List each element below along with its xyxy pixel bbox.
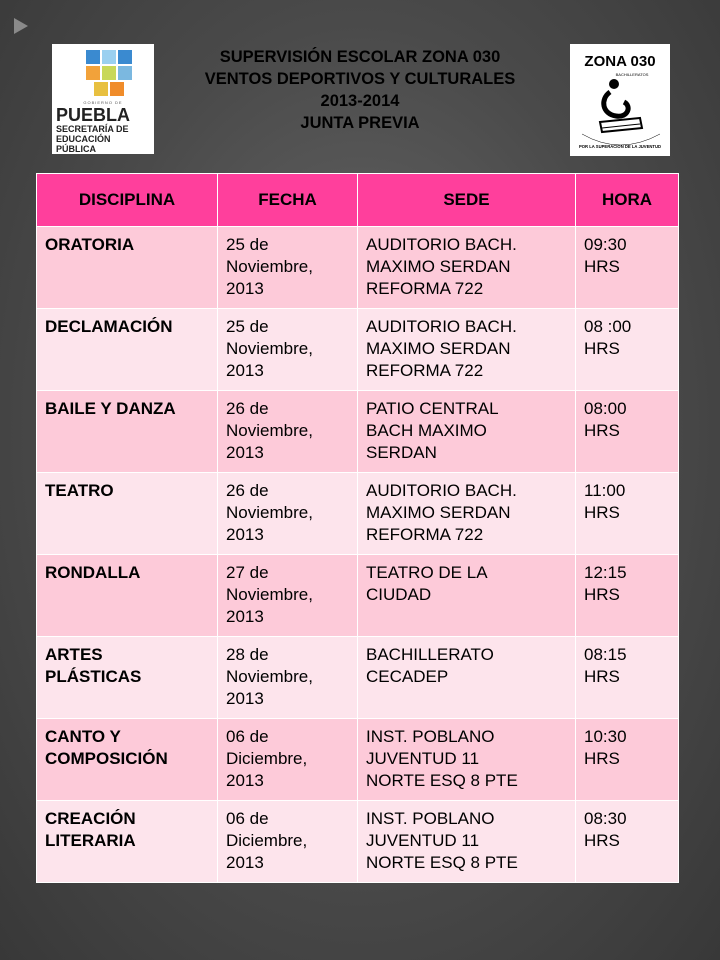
cell-hora-line: HRS — [584, 339, 620, 358]
cell-sede-line: JUVENTUD 11 — [366, 831, 480, 850]
cell-hora-line: HRS — [584, 749, 620, 768]
cell-sede — [358, 309, 576, 391]
cell-hora-line: HRS — [584, 831, 620, 850]
cell-fecha-line: 25 de — [226, 235, 269, 254]
cell-hora — [576, 227, 679, 309]
cell-fecha-line: Diciembre, — [226, 831, 308, 850]
cell-disciplina-line: TEATRO — [45, 481, 114, 500]
cell-sede-line: AUDITORIO BACH. — [366, 481, 517, 500]
cell-disciplina — [37, 801, 218, 883]
cell-fecha-line: Diciembre, — [226, 749, 308, 768]
cell-fecha — [218, 801, 358, 883]
cell-sede — [358, 227, 576, 309]
column-header-fecha: FECHA — [218, 174, 358, 227]
cell-fecha-line: 27 de — [226, 563, 269, 582]
cell-sede-line: MAXIMO SERDAN — [366, 339, 511, 358]
header-line-4: JUNTA PREVIA — [300, 114, 420, 132]
cell-sede-line: PATIO CENTRAL — [366, 399, 499, 418]
cell-hora-line: HRS — [584, 667, 620, 686]
cell-fecha — [218, 555, 358, 637]
column-header-disciplina: DISCIPLINA — [37, 174, 218, 227]
cell-hora — [576, 719, 679, 801]
logo-gobierno-text: GOBIERNO DE — [83, 100, 123, 105]
cell-fecha — [218, 391, 358, 473]
cell-hora — [576, 637, 679, 719]
table-row — [37, 227, 679, 309]
header-line-1: SUPERVISIÓN ESCOLAR ZONA 030 — [219, 48, 501, 66]
cell-hora-line: 08:00 — [584, 399, 627, 418]
table-row — [37, 801, 679, 883]
cell-sede-line: JUVENTUD 11 — [366, 749, 480, 768]
cell-fecha-line: 06 de — [226, 809, 269, 828]
cell-sede-line: INST. POBLANO — [366, 809, 495, 828]
cell-disciplina — [37, 391, 218, 473]
cell-sede-line: REFORMA 722 — [366, 361, 484, 380]
cell-fecha-line: 28 de — [226, 645, 269, 664]
cell-fecha-line: Noviembre, — [226, 421, 313, 440]
cell-sede-line: REFORMA 722 — [366, 279, 484, 298]
table-row — [37, 473, 679, 555]
cell-disciplina — [37, 473, 218, 555]
zona-030-emblem-icon — [570, 44, 670, 156]
cell-sede — [358, 801, 576, 883]
cell-hora-line: 08:15 — [584, 645, 627, 664]
cell-disciplina — [37, 719, 218, 801]
logo-educacion-text: EDUCACIÓN PÚBLICA — [56, 134, 111, 154]
cell-fecha-line: 2013 — [226, 279, 264, 298]
zona-030-logo — [570, 44, 670, 156]
cell-disciplina-line: BAILE Y DANZA — [45, 399, 176, 418]
cell-fecha-line: 2013 — [226, 853, 264, 872]
zona-030-logo-sub: BACHILLERATOS — [615, 72, 649, 77]
puebla-blocks-icon — [56, 48, 150, 98]
document-header — [160, 46, 560, 134]
cell-fecha — [218, 227, 358, 309]
cell-hora-line: HRS — [584, 421, 620, 440]
cell-disciplina — [37, 555, 218, 637]
cell-sede-line: CECADEP — [366, 667, 449, 686]
cell-fecha-line: 06 de — [226, 727, 269, 746]
cell-fecha-line: 2013 — [226, 525, 264, 544]
cell-disciplina-line: DECLAMACIÓN — [45, 317, 173, 336]
cell-disciplina-line: PLÁSTICAS — [45, 667, 142, 686]
cell-disciplina — [37, 309, 218, 391]
cell-hora — [576, 801, 679, 883]
cell-fecha-line: 2013 — [226, 361, 264, 380]
cell-disciplina-line: COMPOSICIÓN — [45, 749, 168, 768]
cell-fecha — [218, 637, 358, 719]
cell-sede-line: AUDITORIO BACH. — [366, 317, 517, 336]
cell-sede — [358, 391, 576, 473]
cell-sede-line: MAXIMO SERDAN — [366, 503, 511, 522]
cell-sede-line: BACH MAXIMO — [366, 421, 487, 440]
cell-fecha-line: 2013 — [226, 771, 264, 790]
cell-hora — [576, 555, 679, 637]
table-row — [37, 555, 679, 637]
header-line-2: VENTOS DEPORTIVOS Y CULTURALES — [204, 70, 516, 88]
logo-puebla-text: PUEBLA — [56, 105, 131, 125]
cell-disciplina-line: CREACIÓN — [45, 809, 136, 828]
cell-sede-line: NORTE ESQ 8 PTE — [366, 771, 518, 790]
cell-hora-line: 12:15 — [584, 563, 627, 582]
cell-fecha-line: Noviembre, — [226, 667, 313, 686]
zona-030-logo-motto: POR LA SUPERACION DE LA JUVENTUD — [578, 144, 662, 149]
cell-sede-line: AUDITORIO BACH. — [366, 235, 517, 254]
cell-disciplina-line: ARTES — [45, 645, 103, 664]
cell-hora — [576, 309, 679, 391]
cell-hora — [576, 473, 679, 555]
cell-sede-line: REFORMA 722 — [366, 525, 484, 544]
table-row — [37, 309, 679, 391]
cell-fecha-line: 26 de — [226, 481, 269, 500]
cell-sede-line: NORTE ESQ 8 PTE — [366, 853, 518, 872]
cell-sede-line: CIUDAD — [366, 585, 432, 604]
cell-sede — [358, 719, 576, 801]
logo-secretaria-text: SECRETARÍA DE — [56, 124, 129, 134]
cell-hora-line: 09:30 — [584, 235, 627, 254]
cell-fecha-line: 25 de — [226, 317, 269, 336]
cell-fecha — [218, 309, 358, 391]
header-line-3: 2013-2014 — [320, 92, 400, 110]
cell-sede — [358, 555, 576, 637]
cell-hora-line: HRS — [584, 503, 620, 522]
cell-disciplina — [37, 227, 218, 309]
cell-fecha-line: 2013 — [226, 607, 264, 626]
cell-sede-line: SERDAN — [366, 443, 437, 462]
cell-disciplina-line: CANTO Y — [45, 727, 121, 746]
column-header-sede: SEDE — [358, 174, 576, 227]
cell-disciplina — [37, 637, 218, 719]
cell-hora-line: 08:30 — [584, 809, 627, 828]
cell-sede-line: MAXIMO SERDAN — [366, 257, 511, 276]
cell-hora-line: 11:00 — [584, 481, 626, 500]
cell-fecha-line: Noviembre, — [226, 585, 313, 604]
cell-hora-line: 10:30 — [584, 727, 627, 746]
cell-fecha-line: 26 de — [226, 399, 269, 418]
column-header-hora: HORA — [576, 174, 679, 227]
cell-sede-line: INST. POBLANO — [366, 727, 495, 746]
events-schedule-table — [36, 173, 679, 883]
table-row — [37, 391, 679, 473]
cell-disciplina-line: RONDALLA — [45, 563, 141, 582]
slide-arrow-icon — [14, 18, 28, 34]
cell-sede — [358, 473, 576, 555]
cell-hora-line: HRS — [584, 257, 620, 276]
cell-fecha-line: Noviembre, — [226, 257, 313, 276]
cell-sede-line: TEATRO DE LA — [366, 563, 488, 582]
cell-fecha — [218, 719, 358, 801]
cell-hora-line: HRS — [584, 585, 620, 604]
zona-030-logo-title: ZONA 030 — [584, 53, 656, 70]
cell-fecha — [218, 473, 358, 555]
cell-disciplina-line: LITERARIA — [45, 831, 136, 850]
cell-fecha-line: 2013 — [226, 443, 264, 462]
table-row — [37, 637, 679, 719]
cell-fecha-line: 2013 — [226, 689, 264, 708]
cell-fecha-line: Noviembre, — [226, 503, 313, 522]
cell-hora-line: 08 :00 — [584, 317, 632, 336]
cell-sede — [358, 637, 576, 719]
cell-sede-line: BACHILLERATO — [366, 645, 494, 664]
cell-fecha-line: Noviembre, — [226, 339, 313, 358]
table-row — [37, 719, 679, 801]
puebla-logo — [52, 44, 154, 154]
cell-hora — [576, 391, 679, 473]
table-header-row — [37, 174, 679, 227]
cell-disciplina-line: ORATORIA — [45, 235, 135, 254]
